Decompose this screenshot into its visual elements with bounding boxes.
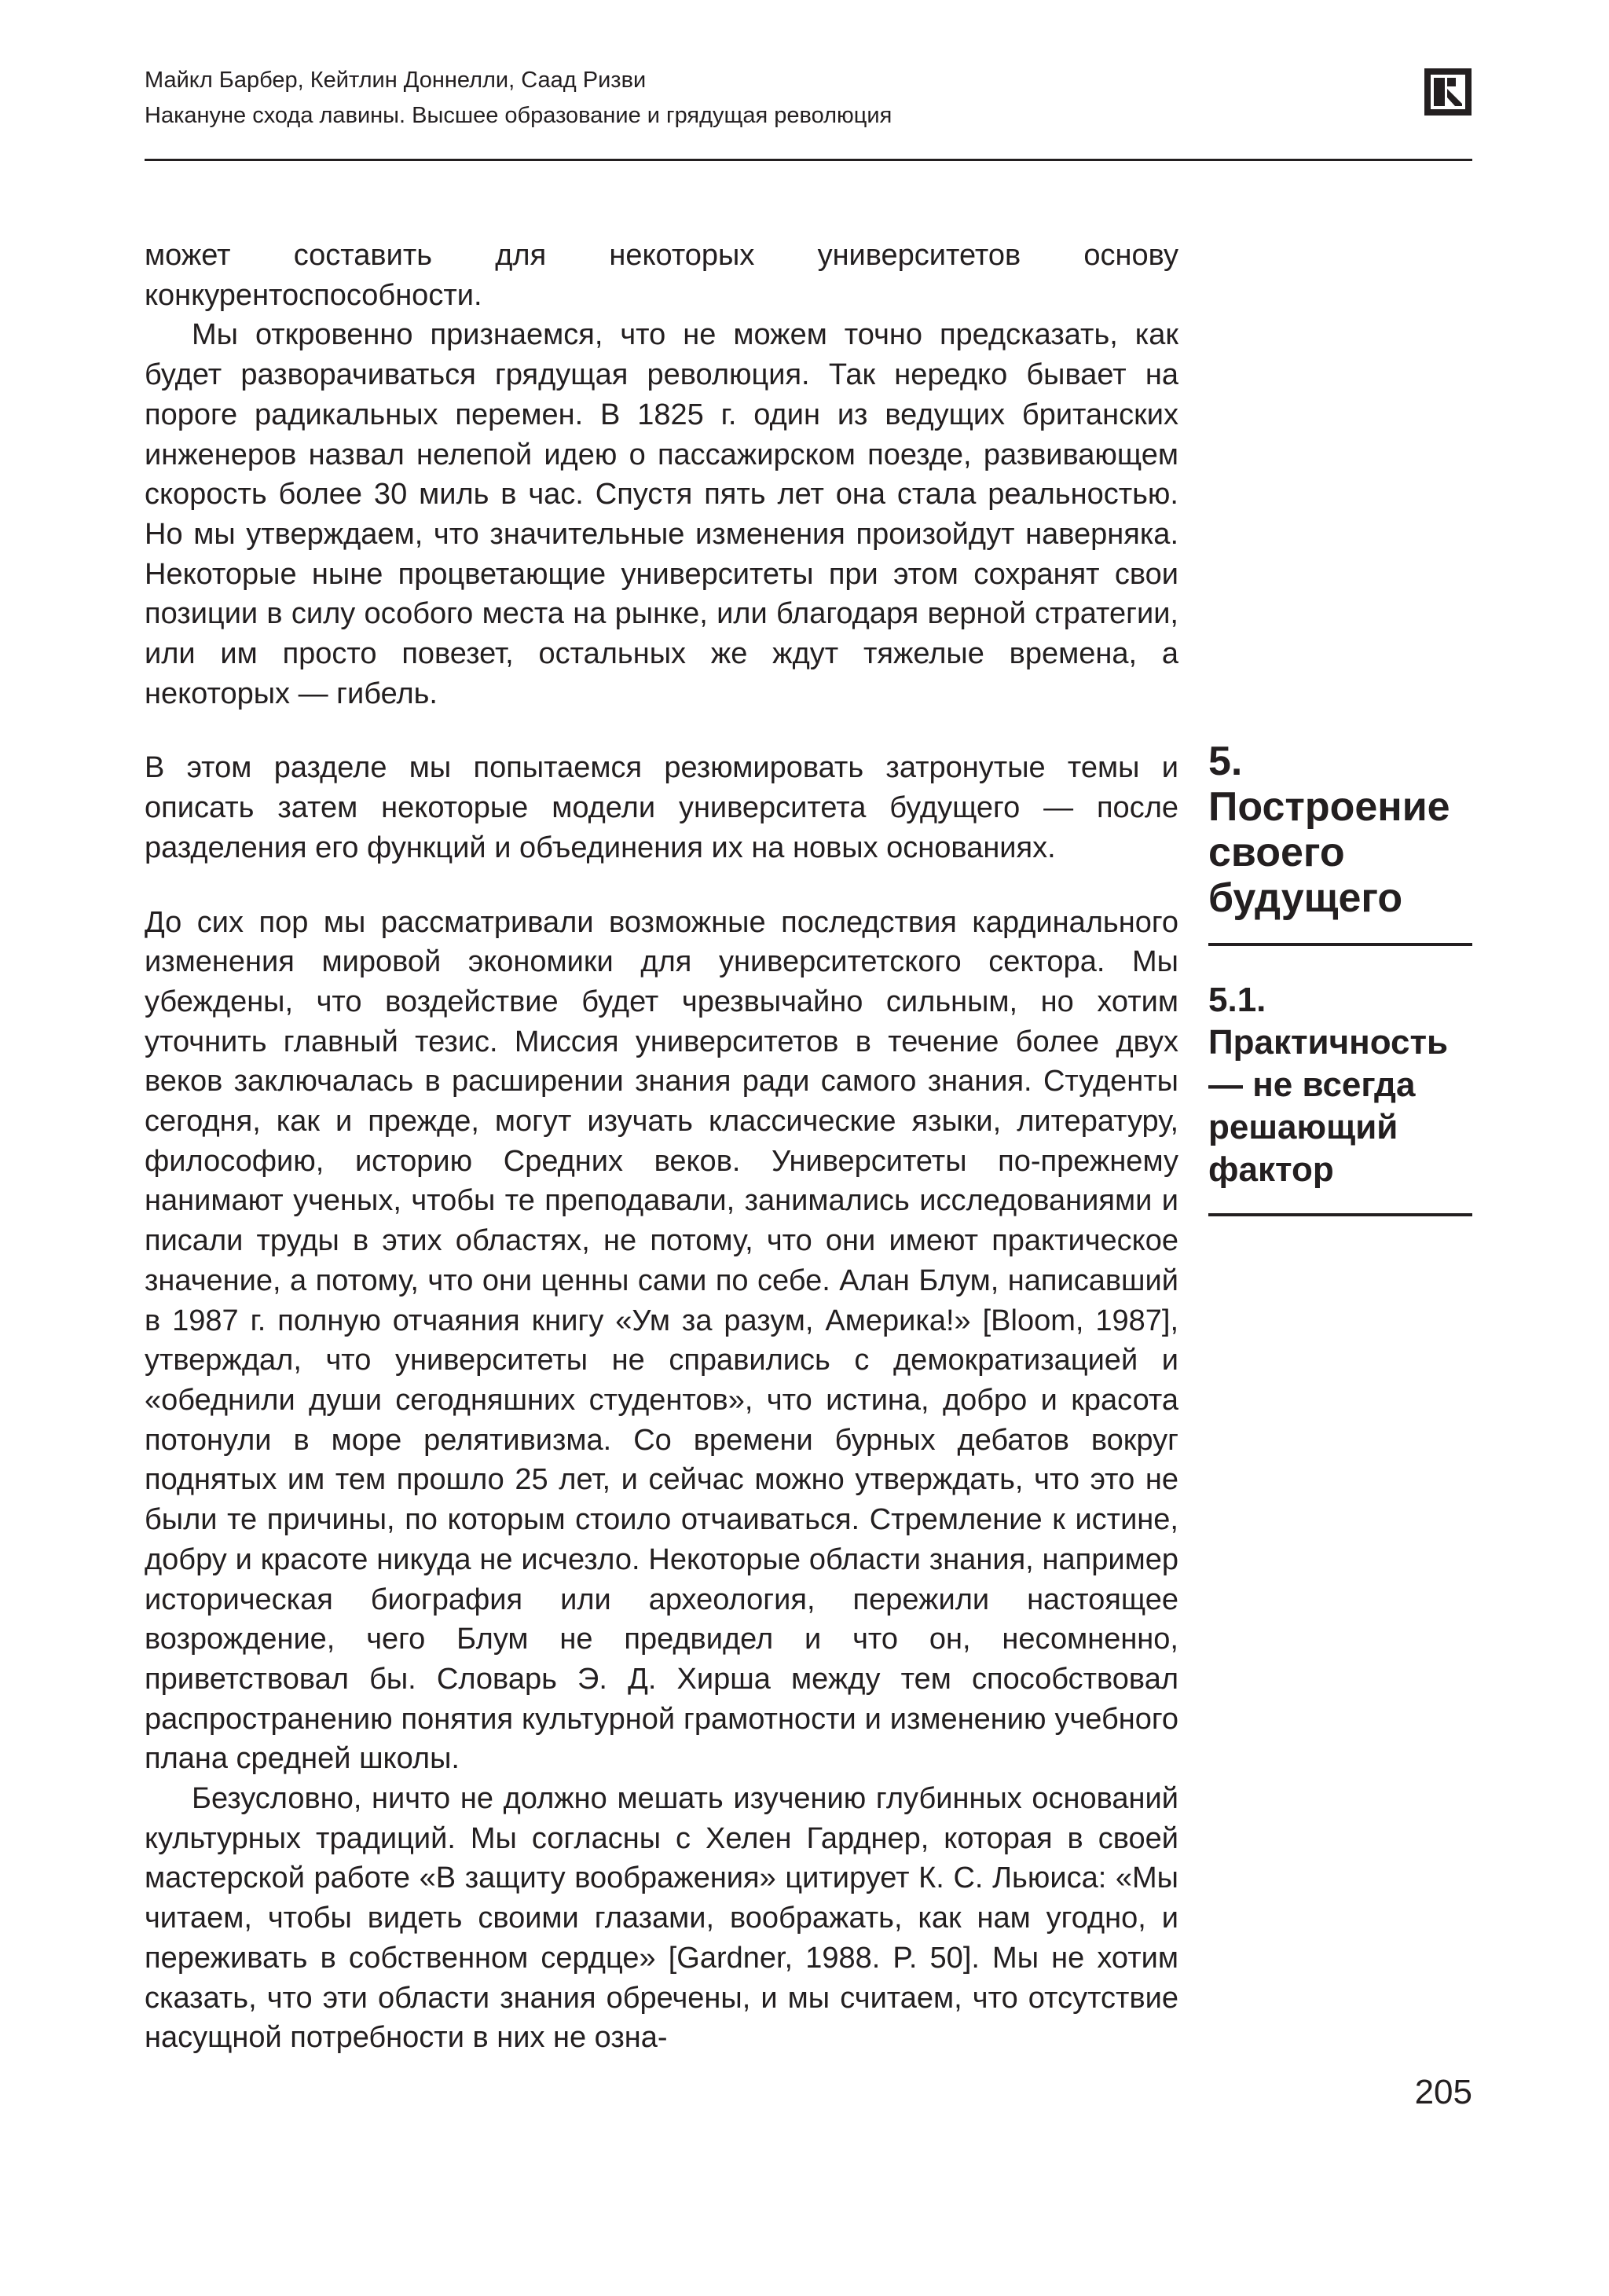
margin-headings <box>1208 739 1472 1249</box>
header-book-title: Накануне схода лавины. Высшее образование и грядущая революция <box>145 103 892 128</box>
header-rule <box>145 159 1472 161</box>
paragraph: Безусловно, ничто не должно мешать изучению глубинных оснований культурных традиций. Мы согласны с Хелен Гарднер, которая в своей мастерской работе «В защиту воображения» цитирует К. С. Льюиса: «Мы читаем, чтобы видеть своими глазами, воображать, как нам угодно, и переживать в собственном сердце» [Gardner, 1988. P. 50]. Мы не хотим сказать, что эти области знания обречены, и мы считаем, что отсутствие насущной потребности в них не озна- <box>145 1782 1178 2055</box>
subsection-heading: 5.1. Практичность — не всегда решающий фактор <box>1208 981 1449 1189</box>
paragraph-continued: может составить для некоторых университетов основу конкурентоспособности. <box>145 239 1178 312</box>
paragraph: До сих пор мы рассматривали возможные последствия кардинального изменения мировой экономики для университетского сектора. Мы убеждены, что воздействие будет чрезвычайно сильным, но хотим уточнить главный тезис. Миссия университетов в течение более двух веков заключалась в расширении знания ради самого знания. Студенты сегодня, как и прежде, могут изучать классические языки, литературу, философию, историю Средних веков. Университеты по-прежнему нанимают ученых, чтобы те преподавали, занимались исследованиями и писали труды в этих областях, не потому, что они имеют практическое значение, а потому, что они ценны сами по себе. Алан Блум, написавший в 1987 г. полную отчаяния книгу «Ум за разум, Америка!» [Bloom, 1987], утверждал, что университеты не справились с демократизацией и «обеднили души сегодняшних студентов», что истина, добро и красота потонули в море релятивизма. Со времени бурных дебатов вокруг поднятых им тем прошло 25 лет, и сейчас можно утверждать, что это не были те причины, по которым стоило отчаиваться. Стремление к истине, добру и красоте никуда не исчезло. Некоторые области знания, например историческая биография или археология, пережили настоящее возрождение, чего Блум не предвидел и что он, несомненно, приветствовал бы. Словарь Э. Д. Хирша между тем способствовал распространению понятия культурной грамотности и изменению учебного плана средней школы. <box>145 905 1178 1776</box>
subsection-rule <box>1208 1213 1472 1216</box>
page-number: 205 <box>1414 2073 1472 2111</box>
section-heading: 5. Построение своего будущего <box>1208 739 1450 921</box>
main-text <box>145 236 1178 2058</box>
paragraph: Мы откровенно признаемся, что не можем точно предсказать, как будет разворачиваться грядущая революция. Так нередко бывает на пороге радикальных перемен. В 1825 г. один из ведущих британских инженеров назвал нелепой идею о пассажирском поезде, развивающем скорость более 30 миль в час. Спустя пять лет она стала реальностью. Но мы утверждаем, что значительные изменения произойдут наверняка. Некоторые ныне процветающие университеты при этом сохранят свои позиции в силу особого места на рынке, или благодаря верной стратегии, или им просто повезет, остальных же ждут тяжелые времена, а некоторых — гибель. <box>145 318 1178 710</box>
section-rule <box>1208 943 1472 946</box>
section-intro-paragraph: В этом разделе мы попытаемся резюмировать затронутые темы и описать затем некоторые модели университета будущего — после разделения его функций и объединения их на новых основаниях. <box>145 751 1178 864</box>
publisher-logo-icon <box>1424 68 1472 116</box>
running-header <box>145 63 1472 134</box>
header-authors: Майкл Барбер, Кейтлин Доннелли, Саад Ризви <box>145 68 647 93</box>
